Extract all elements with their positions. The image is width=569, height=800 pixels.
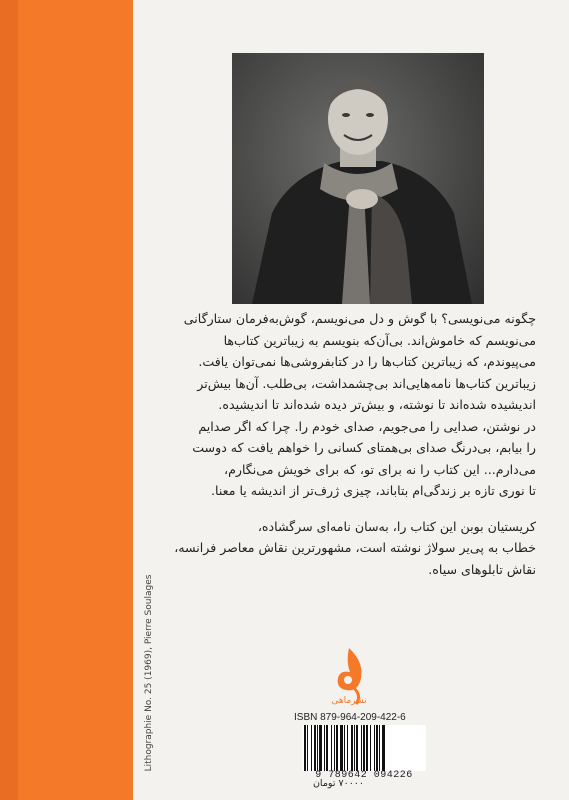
barcode-bar	[314, 725, 316, 771]
price-label: ۷۰۰۰۰ تومان	[312, 778, 364, 789]
portrait-illustration	[232, 53, 484, 304]
orange-side-band	[0, 0, 133, 800]
barcode-bar	[307, 725, 308, 771]
blurb-line: تا نوری تازه بر زندگی‌ام بتاباند، چیزی ژرف‌تر از اندیشه یا معنا.	[210, 483, 536, 498]
barcode-bar	[379, 725, 380, 771]
blurb-line: خطاب به پی‌یر سولاژ نوشته است، مشهورترین نقاش معاصر فرانسه،	[174, 540, 536, 555]
barcode-bar	[319, 725, 322, 771]
back-cover-blurb	[170, 308, 536, 580]
barcode-bar	[382, 725, 385, 771]
barcode-bar	[363, 725, 365, 771]
barcode-bar	[361, 725, 362, 771]
barcode-bar	[356, 725, 358, 771]
artwork-credit-text: Lithographie No. 25 (1969), Pierre Soulages	[144, 574, 154, 772]
barcode-bar	[336, 725, 338, 771]
barcode-icon	[302, 725, 426, 771]
artwork-credit	[140, 573, 158, 773]
barcode-bar	[370, 725, 371, 771]
blurb-line: اندیشیده شده‌اند تا نوشته، و بیش‌تر دیده شده‌اند تا اندیشیده.	[218, 397, 536, 412]
blurb-line: می‌پیوندم، که زیباترین کتاب‌ها را در کتابفروشی‌ها نمی‌توان یافت.	[198, 354, 536, 369]
barcode-bar	[354, 725, 355, 771]
barcode-bar	[347, 725, 348, 771]
barcode-bar	[331, 725, 332, 771]
publisher-logo-text: نشرماهی	[331, 696, 367, 706]
barcode-bar	[304, 725, 306, 771]
barcode-bar	[334, 725, 335, 771]
barcode-bar	[374, 725, 375, 771]
publisher-logo	[326, 644, 372, 712]
barcode-bar	[351, 725, 353, 771]
barcode-bar	[326, 725, 328, 771]
barcode-bar	[317, 725, 318, 771]
barcode-bar	[366, 725, 368, 771]
barcode-digits: 9 789642 094226	[315, 770, 413, 781]
blurb-line: چگونه می‌نویسی؟ با گوش و دل می‌نویسم، گوش‌به‌فرمان ستارگانی	[183, 311, 536, 326]
blurb-line: می‌دارم... این کتاب را نه برای تو، که برای خویش می‌نگارم،	[224, 461, 536, 477]
spine-edge	[0, 0, 18, 800]
barcode-bar	[376, 725, 378, 771]
blurb-line: می‌نویسم که خاموش‌اند. بی‌آن‌که بنویسم به زیباترین کتاب‌ها	[223, 332, 536, 348]
barcode-bar	[311, 725, 312, 771]
isbn-text: ISBN 879-964-209-422-6	[294, 712, 406, 723]
blurb-line: کریستیان بوبن این کتاب را، به‌سان نامه‌ای سرگشاده،	[257, 518, 536, 534]
barcode-bar	[324, 725, 325, 771]
blurb-line: در نوشتن، صدایی را می‌جویم، صدای خودم را. چرا که اگر صدایم	[198, 418, 536, 434]
author-portrait-photo	[232, 53, 484, 304]
blurb-line: را بیابم، بی‌درنگ صدای بی‌همتای کسانی را خواهم یافت که دوست	[192, 440, 536, 455]
barcode-bar	[344, 725, 345, 771]
barcode-bars	[302, 725, 426, 771]
barcode-bar	[340, 725, 343, 771]
blurb-line: نقاش تابلوهای سیاه.	[428, 561, 536, 577]
blurb-line: زیباترین کتاب‌ها نامه‌هایی‌اند بی‌چشمداشت، بی‌طلب. آن‌ها بیش‌تر	[197, 375, 536, 391]
